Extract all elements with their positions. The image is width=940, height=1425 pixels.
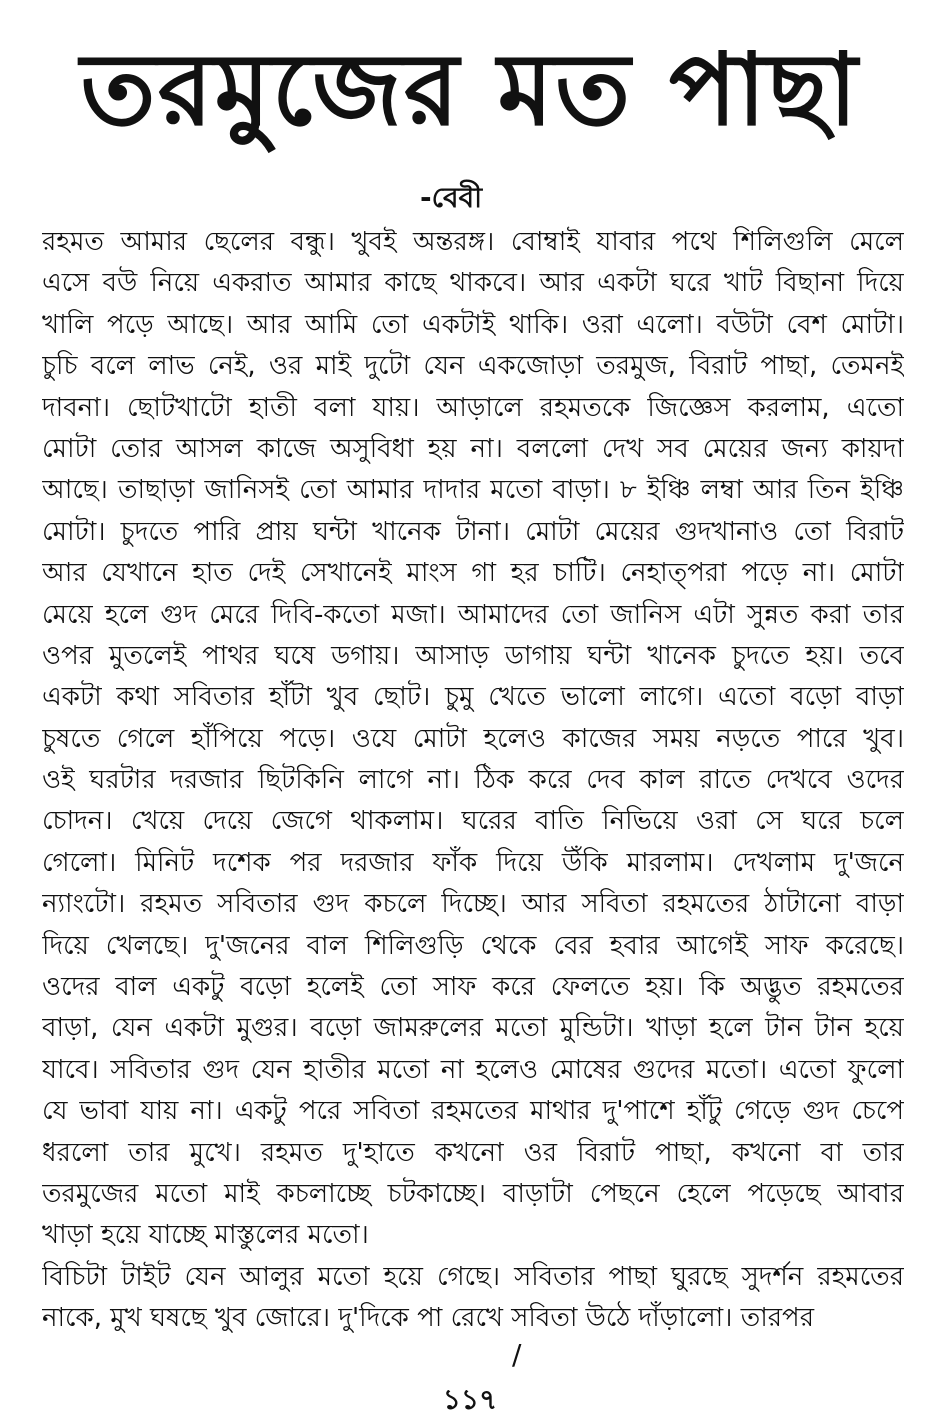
text-line: ওদের বাল একটু বড়ো হলেই তো সাফ করে ফেলতে হয়। কি অদ্ভুত রহমতের [42,972,904,1003]
text-line: যাবে। সবিতার গুদ যেন হাতীর মতো না হলেও মোষের গুদের মতো। এতো ফুলো [42,1054,904,1085]
text-line: মোটা তোর আসল কাজে অসুবিধা হয় না। বললো দেখ সব মেয়ের জন্য কায়দা [42,433,904,464]
page-number: ১১৭ [442,1383,498,1416]
text-line: খালি পড়ে আছে। আর আমি তো একটাই থাকি। ওরা এলো। বউটা বেশ মোটা। [42,309,904,340]
stray-mark: / [512,1338,522,1371]
text-line: দাবনা। ছোটখাটো হাতী বলা যায়। আড়ালে রহমতকে জিজ্ঞেস করলাম, এতো [42,392,904,423]
page-title: তরমুজের মত পাছা [80,31,860,148]
text-line: গেলো। মিনিট দশেক পর দরজার ফাঁক দিয়ে উঁকি মারলাম। দেখলাম দু'জনে [42,847,904,878]
text-line: একটা কথা সবিতার হাঁটা খুব ছোট। চুমু খেতে ভালো লাগে। এতো বড়ো বাড়া [42,682,904,713]
text-line: আর যেখানে হাত দেই সেখানেই মাংস গা হর চাটি। নেহাত্পরা পড়ে না। মোটা [42,558,904,589]
text-line: চুচি বলে লাভ নেই, ওর মাই দুটো যেন একজোড়া তরমুজ, বিরাট পাছা, তেমনই [42,351,904,382]
text-line: ওই ঘরটার দরজার ছিটকিনি লাগে না। ঠিক করে দেব কাল রাতে দেখবে ওদের [42,765,904,796]
author-name: -বেবী [420,181,483,214]
text-line: আছে। তাছাড়া জানিসই তো আমার দাদার মতো বাড়া। ৮ ইঞ্চি লম্বা আর তিন ইঞ্চি [42,475,904,506]
text-line: রহমত আমার ছেলের বন্ধু। খুবই অন্তরঙ্গ। বোম্বাই যাবার পথে শিলিগুলি মেলে [42,227,904,257]
text-line: এসে বউ নিয়ে একরাত আমার কাছে থাকবে। আর একটা ঘরে খাট বিছানা দিয়ে [42,268,904,299]
text-line: দিয়ে খেলছে। দু'জনের বাল শিলিগুড়ি থেকে বের হবার আগেই সাফ করেছে। [42,930,904,961]
text-line: মেয়ে হলে গুদ মেরে দিবি-কতো মজা। আমাদের তো জানিস এটা সুন্নত করা তার [42,599,904,630]
text-line: বাড়া, যেন একটা মুগুর। বড়ো জামরুলের মতো মুন্ডিটা। খাড়া হলে টান টান হয়ে [42,1013,904,1044]
text-line: ওপর মুতলেই পাথর ঘষে ডগায়। আসাড় ডাগায় ঘন্টা খানেক চুদতে হয়। তবে [42,640,904,671]
text-line: চোদন। খেয়ে দেয়ে জেগে থাকলাম। ঘরের বাতি নিভিয়ে ওরা সে ঘরে চলে [42,806,904,837]
text-line: চুষতে গেলে হাঁপিয়ে পড়ে। ওযে মোটা হলেও কাজের সময় নড়তে পারে খুব। [42,723,904,754]
text-line: ধরলো তার মুখে। রহমত দু'হাতে কখনো ওর বিরাট পাছা, কখনো বা তার [42,1137,904,1168]
text-line: মোটা। চুদতে পারি প্রায় ঘন্টা খানেক টানা। মোটা মেয়ের গুদখানাও তো বিরাট [42,516,904,547]
text-line: তরমুজের মতো মাই কচলাচ্ছে চটকাচ্ছে। বাড়াটা পেছনে হেলে পড়েছে আবার [42,1178,904,1209]
text-line: খাড়া হয়ে যাচ্ছে মাস্তুলের মতো। [42,1220,369,1251]
text-line: ন্যাংটো। রহমত সবিতার গুদ কচলে দিচ্ছে। আর সবিতা রহমতের ঠাটানো বাড়া [42,889,904,920]
text-line: যে ভাবা যায় না। একটু পরে সবিতা রহমতের মাথার দু'পাশে হাঁটু গেড়ে গুদ চেপে [42,1096,904,1127]
text-line: বিচিটা টাইট যেন আলুর মতো হয়ে গেছে। সবিতার পাছা ঘুরছে সুদর্শন রহমতের [42,1261,904,1292]
text-line: নাকে, মুখ ঘষছে খুব জোরে। দু'দিকে পা রেখে সবিতা উঠে দাঁড়ালো। তারপর [42,1303,815,1334]
story-body [42,222,904,1340]
